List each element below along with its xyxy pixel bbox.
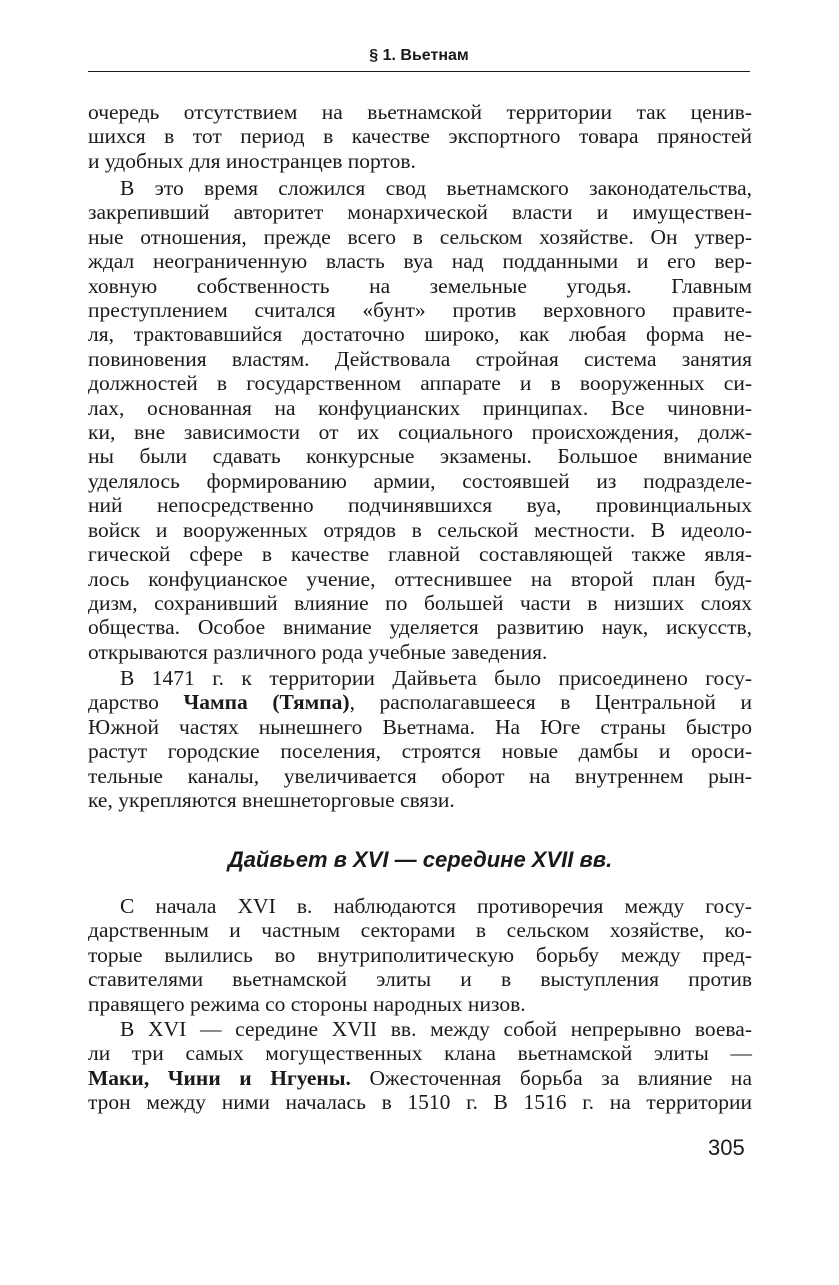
text-line: дарственным и частным секторами в сельском хозяйстве, ко- [88, 918, 752, 943]
text-line: закрепивший авторитет монархической власти и имуществен- [88, 200, 752, 225]
paragraph-3 [88, 666, 752, 812]
text-line: ны были сдавать конкурсные экзамены. Большое внимание [88, 444, 752, 469]
text-line: В это время сложился свод вьетнамского законодательства, [120, 176, 752, 200]
text-line: повиновения властям. Действовала стройная система занятия [88, 346, 752, 371]
bold-term-clans: Маки, Чини и Нгуены. [88, 1065, 351, 1090]
text-line [88, 690, 752, 714]
text-line: трон между ними началась в 1510 г. В 1516 г. на территории [88, 1090, 752, 1115]
text-line: тельные каналы, увеличивается оборот на внутреннем рын- [88, 763, 752, 788]
text-line: лось конфуцианское учение, оттеснившее на второй план буд- [88, 566, 752, 591]
text-line: преступлением считался «бунт» против верховного правите- [88, 298, 752, 323]
text-line: должностей в государственном аппарате и в вооруженных си- [88, 371, 752, 396]
text-line: уделялось формированию армии, состоявшей из подразделе- [88, 468, 752, 493]
text-line [88, 1066, 752, 1090]
text-line: очередь отсутствием на вьетнамской территории так ценив- [88, 100, 752, 124]
text-line: ки, вне зависимости от их социального происхождения, долж- [88, 420, 752, 445]
text-line: войск и вооруженных отрядов в сельской местности. В идеоло- [88, 517, 752, 542]
text-line: общества. Особое внимание уделяется развитию наук, искусств, [88, 615, 752, 640]
text-line: В XVI — середине XVII вв. между собой непрерывно воева- [120, 1017, 752, 1041]
text-line: правящего режима со стороны народных низов. [88, 991, 526, 1016]
text-line: ные отношения, прежде всего в сельском хозяйстве. Он утвер- [88, 224, 752, 249]
text-line: лах, основанная на конфуцианских принципах. Все чиновни- [88, 395, 752, 420]
text-line: ставителями вьетнамской элиты и в выступления против [88, 967, 752, 992]
text-run: , располагавшееся в Центральной и [349, 690, 752, 715]
page-number: 305 [708, 1135, 745, 1160]
text-line: и удобных для иностранцев портов. [88, 148, 416, 173]
text-line: С начала XVI в. наблюдаются противоречия между госу- [120, 894, 752, 918]
text-line: ждал неограниченную власть вуа над подданными и его вер- [88, 249, 752, 274]
text-run: Ожесточенная борьба за влияние на [350, 1065, 752, 1090]
text-line: торые вылились во внутриполитическую борьбу между пред- [88, 942, 752, 967]
text-line: В 1471 г. к территории Дайвьета было присоединено госу- [120, 666, 752, 690]
text-line: гической сфере в качестве главной составляющей также явля- [88, 542, 752, 567]
text-line: ке, укрепляются внешнеторговые связи. [88, 788, 455, 813]
header-rule [88, 71, 750, 72]
text-line: шихся в тот период в качестве экспортного товара пряностей [88, 124, 752, 149]
running-head: § 1. Вьетнам [369, 47, 469, 64]
text-line: ля, трактовавшийся достаточно широко, как любая форма не- [88, 322, 752, 347]
text-line: Южной частях нынешнего Вьетнама. На Юге страны быстро [88, 714, 752, 739]
text-line: открываются различного рода учебные заведения. [88, 639, 548, 664]
section-title: Дайвьет в XVI — середине XVII вв. [227, 847, 613, 872]
text-line: ли три самых могущественных клана вьетнамской элиты — [88, 1041, 752, 1066]
paragraph-5 [88, 1017, 752, 1115]
paragraph-1 [88, 100, 752, 173]
paragraph-4 [88, 894, 752, 1016]
text-line: растут городские поселения, строятся новые дамбы и ороси- [88, 739, 752, 764]
paragraph-2 [88, 176, 752, 664]
text-run: дарство [88, 690, 184, 715]
text-line: дизм, сохранивший влияние по большей части в низших слоях [88, 590, 752, 615]
text-line: ховную собственность на земельные угодья. Главным [88, 273, 752, 298]
bold-term-champa: Чампа (Тямпа) [183, 690, 350, 715]
text-line: ний непосредственно подчинявшихся вуа, провинциальных [88, 493, 752, 518]
